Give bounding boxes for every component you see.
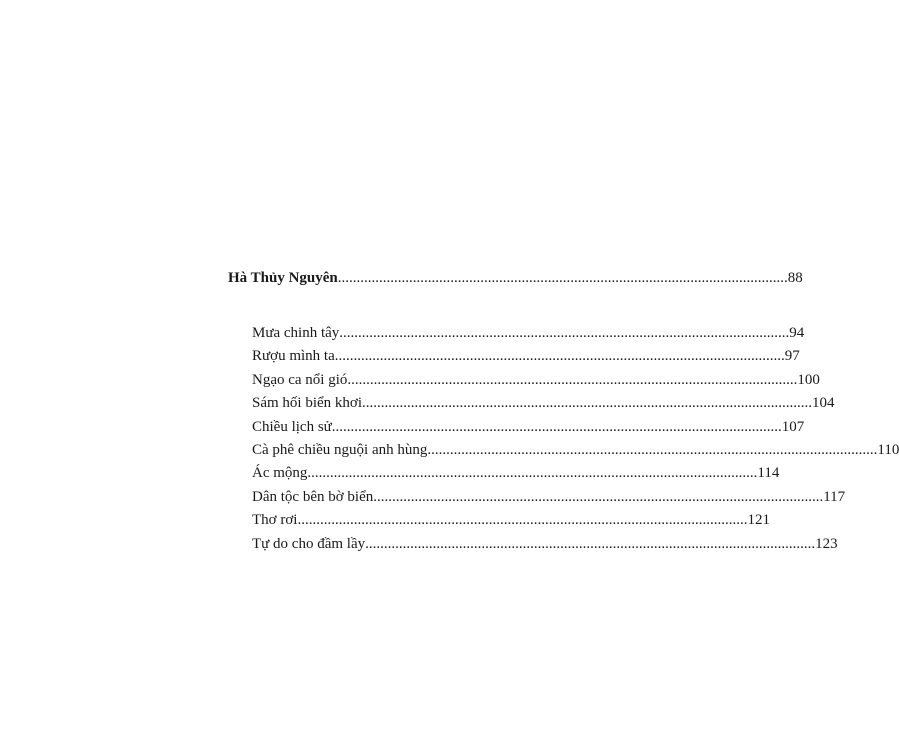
leader-dots: ........................................................................................................................: [362, 395, 813, 412]
entry-title: Cà phê chiều nguội anh hùng: [252, 441, 428, 458]
entry-page-number: 104: [812, 395, 835, 412]
entry-page-number: 117: [823, 488, 846, 505]
entry-page-number: 100: [797, 371, 820, 388]
entry-page-number: 94: [789, 325, 805, 341]
entry-title: Mưa chinh tây: [252, 325, 340, 341]
toc-entry: [252, 416, 805, 439]
leader-dots: ........................................................................................................................: [347, 371, 798, 388]
entry-title: Thơ rơi: [252, 512, 298, 529]
leader-dots: ........................................................................................................................: [307, 465, 758, 482]
leader-dots: ........................................................................................................................: [427, 441, 878, 458]
entry-title: Ác mộng: [252, 465, 308, 482]
toc-entry: [252, 345, 800, 368]
entry-title: Dân tộc bên bờ biển: [252, 488, 374, 505]
leader-dots: ........................................................................................................................: [331, 418, 782, 435]
toc-entry: [252, 509, 770, 532]
entry-page-number: 123: [815, 535, 838, 552]
toc-entry: [252, 439, 899, 462]
leader-dots: ........................................................................................................................: [339, 325, 790, 341]
entry-title: Rượu mình ta: [252, 348, 335, 365]
entry-page-number: 97: [784, 348, 800, 365]
toc-entry: [252, 392, 835, 415]
entry-page-number: 107: [781, 418, 805, 435]
section-author-title: Hà Thủy Nguyên: [228, 270, 338, 286]
toc-entry: [252, 369, 820, 392]
entry-title: Tự do cho đầm lầy: [252, 535, 366, 552]
entry-page-number: 110: [877, 441, 899, 458]
toc-entry: [252, 486, 846, 509]
toc-entry-list: [252, 322, 899, 556]
entry-page-number: 121: [747, 512, 770, 529]
toc-section-heading: [228, 270, 803, 287]
entry-title: Sám hối biển khơi: [252, 395, 363, 412]
leader-dots: ........................................................................................................................: [373, 488, 824, 505]
leader-dots: ........................................................................................................................: [297, 512, 748, 529]
leader-dots: ........................................................................................................................: [365, 535, 816, 552]
entry-title: Chiều lịch sử: [252, 418, 332, 435]
toc-entry: [252, 462, 780, 485]
leader-dots: ........................................................................................................................: [337, 270, 788, 286]
entry-title: Ngạo ca nổi gió: [252, 371, 348, 388]
leader-dots: ........................................................................................................................: [334, 348, 785, 365]
section-page-number: 88: [787, 270, 803, 286]
entry-page-number: 114: [757, 465, 780, 482]
toc-entry: [252, 533, 838, 556]
toc-entry: [252, 322, 805, 345]
